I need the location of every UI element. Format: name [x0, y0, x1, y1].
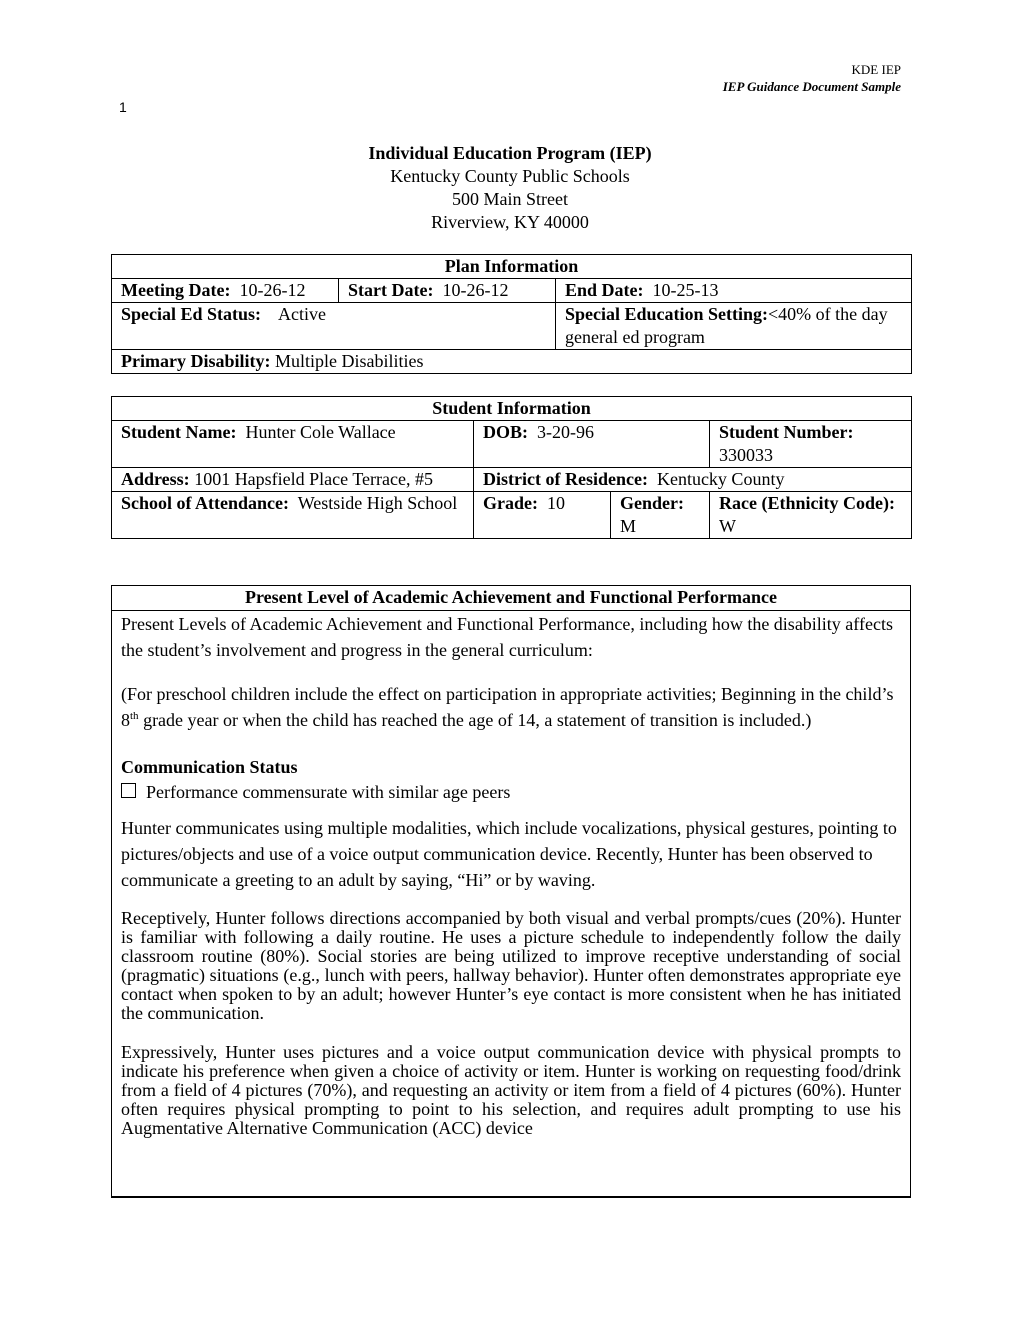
race-value: W [719, 516, 736, 536]
dob-value: 3-20-96 [537, 422, 594, 442]
student-number-value: 330033 [719, 445, 773, 465]
end-date-value: 10-25-13 [652, 280, 719, 300]
special-ed-status-value: Active [278, 304, 327, 324]
header-doc-label: KDE IEP [851, 62, 901, 77]
special-ed-setting-cell [556, 303, 912, 350]
district-of-residence-value: Kentucky County [656, 469, 785, 489]
primary-disability-cell [112, 350, 912, 374]
checkbox-icon[interactable] [121, 783, 136, 798]
primary-disability-label: Primary Disability: [121, 351, 271, 371]
primary-disability-value: Multiple Disabilities [274, 351, 424, 371]
student-name-value: Hunter Cole Wallace [245, 422, 396, 442]
end-date-label: End Date: [565, 280, 644, 300]
district-of-residence-cell [474, 468, 912, 492]
race-label: Race (Ethnicity Code): [719, 493, 895, 513]
address-label: Address: [121, 469, 190, 489]
communication-paragraph-receptive: Receptively, Hunter follows directions accompanied by both visual and verbal prompts/cues (20%). Hunter is familiar with following a daily routine. He uses a picture schedule to independently follow the daily classroom routine (80%). Social stories are being utilized to improve receptive understanding of social (pragmatic) situations (e.g., lunch with peers, hallway behavior). Hunter often demonstrates appropriate eye contact when spoken to by an adult; however Hunter’s eye contact is more consistent when he has initiated the communication. [121, 908, 901, 1023]
present-level-note-part1: (For preschool children include the effect on participation in appropriate activities; Beginning in the child’s 8 [121, 684, 894, 730]
grade-value: 10 [546, 493, 565, 513]
student-name-cell [112, 421, 474, 468]
end-date-cell [556, 279, 912, 303]
communication-paragraph-1: Hunter communicates using multiple modalities, which include vocalizations, physical gestures, pointing to pictures/objects and use of a voice output communication device. Recently, Hunter has been observed to communicate a greeting to an adult by saying, “Hi” or by waving. [121, 818, 897, 890]
present-level-note [121, 681, 901, 733]
student-information-table [111, 396, 912, 539]
gender-cell [611, 492, 710, 539]
race-cell [710, 492, 912, 539]
gender-label: Gender: [620, 493, 684, 513]
special-ed-status-label: Special Ed Status: [121, 304, 262, 324]
special-ed-setting-value: <40% of the day general ed program [565, 304, 888, 347]
grade-label: Grade: [483, 493, 538, 513]
present-level-note-sup: th [130, 710, 139, 722]
dob-label: DOB: [483, 422, 528, 442]
present-level-heading: Present Level of Academic Achievement and Functional Performance [112, 586, 910, 611]
present-level-note-part2: grade year or when the child has reached the age of 14, a statement of transition is included.) [138, 710, 812, 730]
meeting-date-label: Meeting Date: [121, 280, 231, 300]
special-ed-setting-label: Special Education Setting: [565, 304, 769, 324]
school-of-attendance-value: Westside High School [297, 493, 458, 513]
start-date-value: 10-26-12 [442, 280, 509, 300]
document-title: Individual Education Program (IEP) [368, 143, 652, 163]
school-of-attendance-label: School of Attendance: [121, 493, 289, 513]
plan-information-heading: Plan Information [112, 255, 912, 279]
grade-cell [474, 492, 611, 539]
school-of-attendance-cell [112, 492, 474, 539]
communication-paragraph-expressive: Expressively, Hunter uses pictures and a voice output communication device with physical prompts to indicate his preference when given a choice of activity or item. Hunter is working on requesting food/drink from a field of 4 pictures (70%), and requesting an activity or item from a field of 4 pictures (60%). Hunter often requires physical prompting to point to his selection, and requires adult prompting to use his Augmentative Alternative Communication (ACC) device [121, 1042, 901, 1138]
district-name: Kentucky County Public Schools [390, 166, 630, 186]
commensurate-checkbox-label: Performance commensurate with similar age peers [146, 782, 511, 802]
plan-information-table [111, 254, 912, 374]
dob-cell [474, 421, 710, 468]
student-name-label: Student Name: [121, 422, 237, 442]
document-title-block [0, 142, 1020, 234]
district-city: Riverview, KY 40000 [431, 212, 589, 232]
student-number-cell [710, 421, 912, 468]
district-street: 500 Main Street [452, 189, 568, 209]
communication-status-heading: Communication Status [121, 757, 298, 777]
header-doc-subtitle: IEP Guidance Document Sample [722, 79, 901, 94]
special-ed-status-cell [112, 303, 556, 350]
start-date-cell [339, 279, 556, 303]
commensurate-checkbox-row[interactable] [121, 781, 901, 803]
page-number: 1 [119, 99, 127, 115]
student-information-heading: Student Information [112, 397, 912, 421]
address-value: 1001 Hapsfield Place Terrace, #5 [194, 469, 434, 489]
address-cell [112, 468, 474, 492]
student-number-label: Student Number: [719, 422, 854, 442]
start-date-label: Start Date: [348, 280, 434, 300]
present-level-intro: Present Levels of Academic Achievement and Functional Performance, including how the disability affects the student’s involvement and progress in the general curriculum: [121, 614, 893, 660]
meeting-date-value: 10-26-12 [239, 280, 306, 300]
meeting-date-cell [112, 279, 339, 303]
gender-value: M [620, 516, 637, 536]
present-level-section [111, 585, 911, 1198]
district-of-residence-label: District of Residence: [483, 469, 648, 489]
